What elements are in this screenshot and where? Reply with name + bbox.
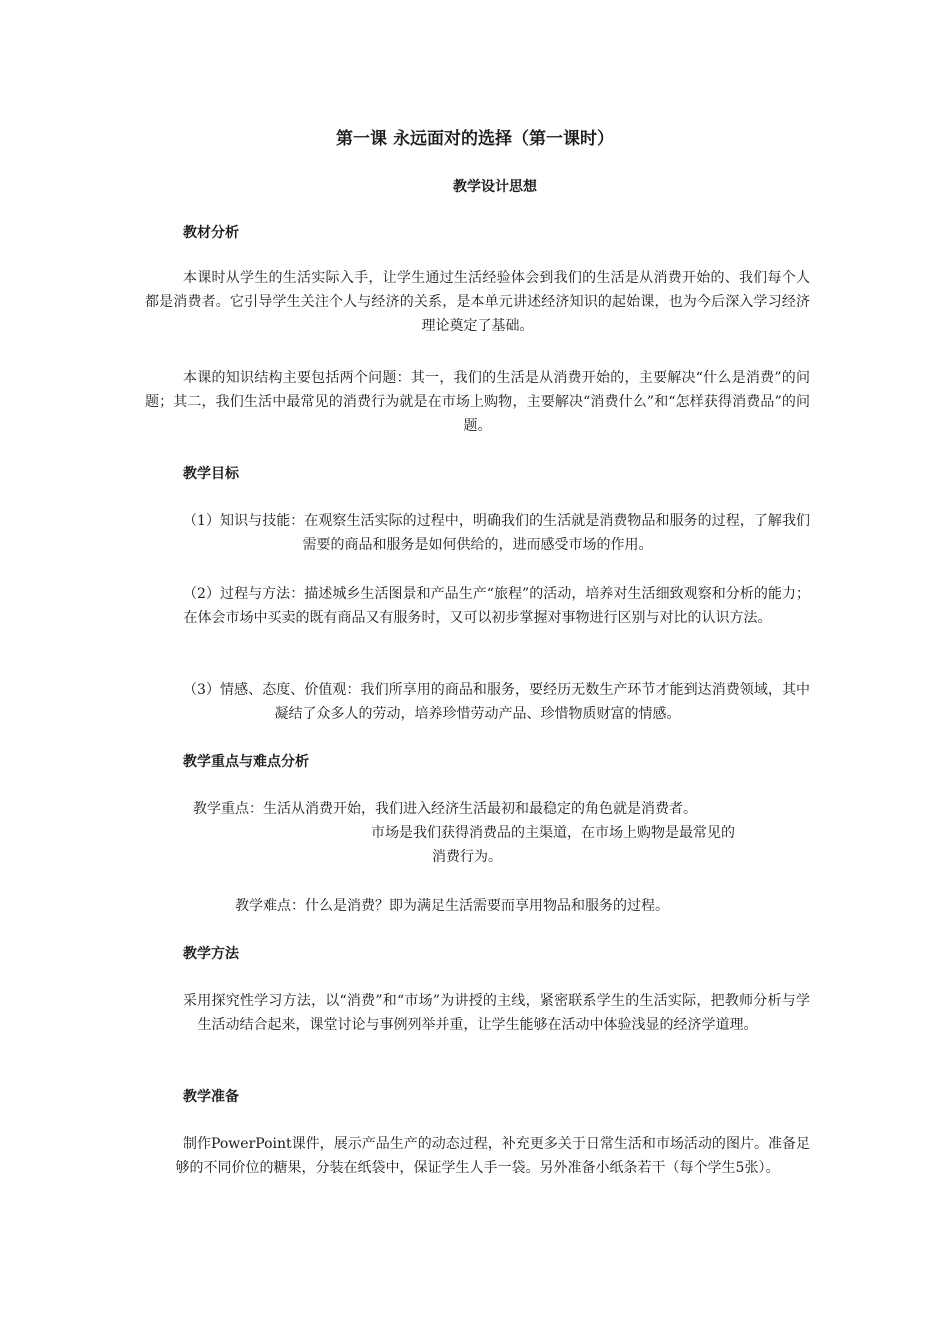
heading-focus: 教学重点与难点分析: [183, 754, 309, 770]
key-point-line-2: 市场是我们获得消费品的主渠道，在市场上购物是最常见的: [371, 825, 735, 841]
goal-process: （2）过程与方法：描述城乡生活图景和产品生产“旅程”的活动，培养对生活细致观察和分析的能力；在体会市场中买卖的既有商品又有服务时，又可以初步掌握对事物进行区别与对比的认识方法。: [183, 586, 810, 626]
preparation-paragraph: 制作PowerPoint课件，展示产品生产的动态过程，补充更多关于日常生活和市场活动的图片。准备足够的不同价位的糖果，分装在纸袋中，保证学生人手一袋。另外准备小纸条若干（每个学生5张）。: [175, 1136, 810, 1176]
document-subtitle: 教学设计思想: [453, 179, 537, 195]
difficulty-point: 教学难点：什么是消费？即为满足生活需要而享用物品和服务的过程。: [235, 898, 669, 914]
method-paragraph: 采用探究性学习方法，以“消费”和“市场”为讲授的主线，紧密联系学生的生活实际，把教师分析与学生活动结合起来，课堂讨论与事例列举并重，让学生能够在活动中体验浅显的经济学道理。: [183, 993, 810, 1033]
heading-goals: 教学目标: [183, 466, 239, 482]
analysis-paragraph-2: 本课的知识结构主要包括两个问题：其一，我们的生活是从消费开始的，主要解决“什么是消费”的问题；其二，我们生活中最常见的消费行为就是在市场上购物，主要解决“消费什么”和“怎样获得消费品”的问题。: [145, 370, 810, 434]
goal-values: （3）情感、态度、价值观：我们所享用的商品和服务，要经历无数生产环节才能到达消费领域，其中凝结了众多人的劳动，培养珍惜劳动产品、珍惜物质财富的情感。: [183, 682, 810, 722]
heading-method: 教学方法: [183, 946, 239, 962]
heading-analysis: 教材分析: [183, 225, 239, 241]
heading-preparation: 教学准备: [183, 1089, 239, 1105]
goal-knowledge: （1）知识与技能：在观察生活实际的过程中，明确我们的生活就是消费物品和服务的过程，了解我们需要的商品和服务是如何供给的，进而感受市场的作用。: [183, 513, 810, 553]
document-title: 第一课 永远面对的选择（第一课时）: [336, 129, 614, 149]
analysis-paragraph-1: 本课时从学生的生活实际入手，让学生通过生活经验体会到我们的生活是从消费开始的、我们每个人都是消费者。它引导学生关注个人与经济的关系，是本单元讲述经济知识的起始课，也为今后深入学习经济理论奠定了基础。: [145, 270, 810, 334]
key-point-line-1: 教学重点：生活从消费开始，我们进入经济生活最初和最稳定的角色就是消费者。: [193, 801, 697, 817]
key-point-line-3: 消费行为。: [432, 849, 502, 865]
